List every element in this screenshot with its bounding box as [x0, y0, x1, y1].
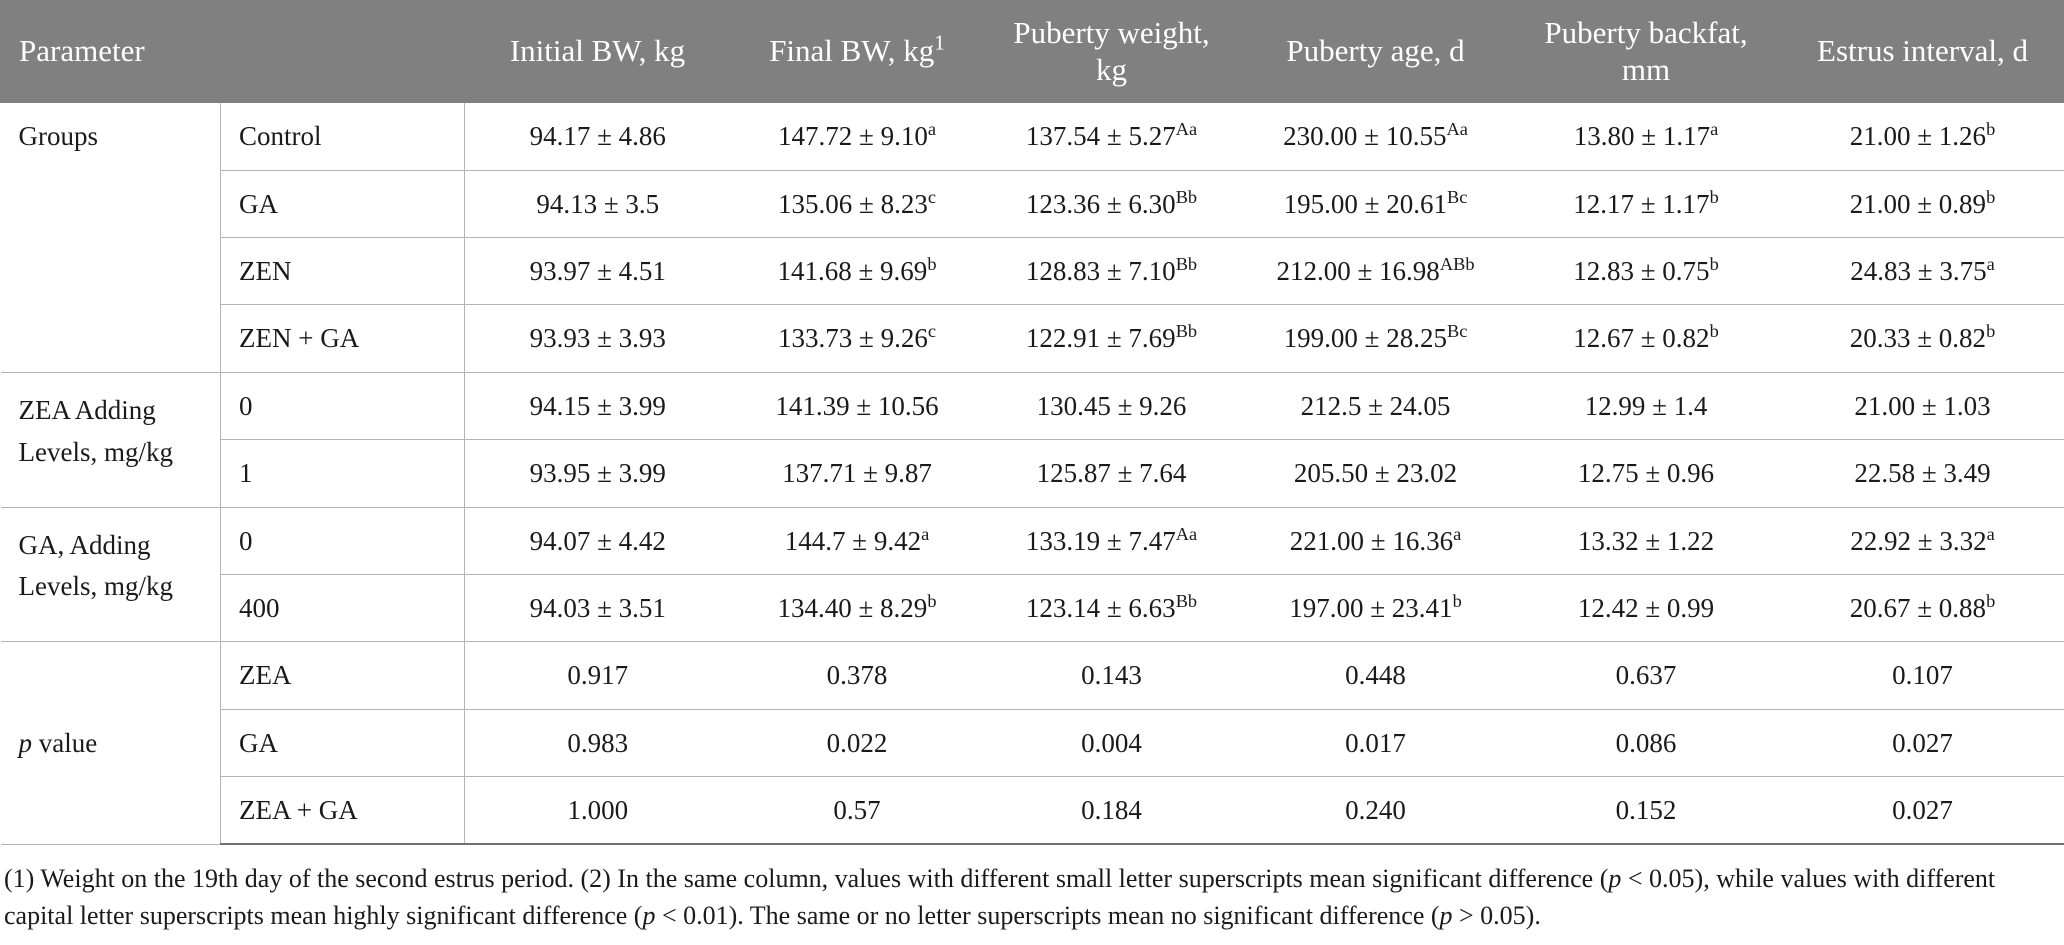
footnote-p-2: p	[642, 901, 655, 930]
table-row	[1, 372, 2064, 439]
column-header-puberty-backfat: Puberty backfat, mm	[1512, 1, 1781, 103]
cell-text: 133.73 ± 9.26	[778, 323, 928, 353]
cell-value	[1240, 372, 1512, 439]
footnote-part-1: (1) Weight on the 19th day of the second estrus period. (2) In the same column, values with different small letter superscripts mean significant difference (	[4, 864, 1608, 893]
cell-superscript: b	[1986, 591, 1995, 611]
cell-superscript: Aa	[1176, 119, 1197, 139]
section-label-zea-adding-levels	[1, 372, 221, 507]
cell-value	[1240, 237, 1512, 304]
cell-value	[1512, 372, 1781, 439]
cell-text: 128.83 ± 7.10	[1026, 256, 1176, 286]
cell-text: 94.15 ± 3.99	[530, 391, 666, 421]
table-row	[1, 777, 2064, 845]
table-row	[1, 642, 2064, 709]
table-body	[1, 103, 2064, 845]
cell-text: 221.00 ± 16.36	[1290, 526, 1453, 556]
cell-value: 0.57	[731, 777, 984, 845]
cell-value	[1781, 305, 2064, 372]
row-label: 0	[221, 372, 465, 439]
cell-value	[465, 305, 731, 372]
cell-superscript: Bb	[1176, 321, 1197, 341]
cell-value	[465, 574, 731, 641]
table-row	[1, 709, 2064, 776]
cell-value	[1512, 574, 1781, 641]
table-row	[1, 305, 2064, 372]
cell-value: 0.240	[1240, 777, 1512, 845]
cell-value	[731, 372, 984, 439]
section-label-ga-adding-levels	[1, 507, 221, 642]
cell-value	[1781, 507, 2064, 574]
column-header-puberty-weight: Puberty weight, kg	[984, 1, 1240, 103]
cell-text: 212.5 ± 24.05	[1301, 391, 1451, 421]
column-header-puberty-age: Puberty age, d	[1240, 1, 1512, 103]
cell-superscript: Aa	[1176, 524, 1197, 544]
cell-text: 21.00 ± 1.26	[1850, 121, 1986, 151]
cell-text: 130.45 ± 9.26	[1037, 391, 1187, 421]
row-label: GA	[221, 709, 465, 776]
cell-value: 0.184	[984, 777, 1240, 845]
row-label: ZEA + GA	[221, 777, 465, 845]
cell-value: 0.917	[465, 642, 731, 709]
footnote-p-3: p	[1440, 901, 1453, 930]
cell-superscript: Bb	[1176, 187, 1197, 207]
cell-text: 125.87 ± 7.64	[1037, 458, 1187, 488]
cell-text: 94.03 ± 3.51	[530, 593, 666, 623]
cell-value	[1240, 440, 1512, 507]
cell-text: 135.06 ± 8.23	[778, 189, 928, 219]
cell-value: 0.027	[1781, 777, 2064, 845]
cell-value	[984, 507, 1240, 574]
cell-value	[731, 507, 984, 574]
table-row	[1, 103, 2064, 170]
row-label: 1	[221, 440, 465, 507]
table-header	[1, 1, 2064, 103]
cell-value: 0.107	[1781, 642, 2064, 709]
cell-text: 230.00 ± 10.55	[1283, 121, 1446, 151]
cell-text: 199.00 ± 28.25	[1284, 323, 1447, 353]
cell-text: 13.80 ± 1.17	[1574, 121, 1710, 151]
cell-value	[1781, 574, 2064, 641]
cell-text: 21.00 ± 0.89	[1850, 189, 1986, 219]
cell-value	[731, 574, 984, 641]
cell-value	[984, 372, 1240, 439]
cell-text: 122.91 ± 7.69	[1026, 323, 1176, 353]
cell-superscript: b	[1453, 591, 1462, 611]
row-label: ZEA	[221, 642, 465, 709]
section-label-line-1: ZEA Adding	[19, 390, 213, 432]
column-header-estrus-interval: Estrus interval, d	[1781, 1, 2064, 103]
table-row	[1, 574, 2064, 641]
cell-text: 123.36 ± 6.30	[1026, 189, 1176, 219]
cell-value	[1240, 305, 1512, 372]
cell-text: 94.07 ± 4.42	[530, 526, 666, 556]
cell-superscript: a	[1987, 254, 1995, 274]
cell-value: 0.027	[1781, 709, 2064, 776]
cell-text: 12.75 ± 0.96	[1578, 458, 1714, 488]
cell-text: 144.7 ± 9.42	[785, 526, 921, 556]
cell-text: 13.32 ± 1.22	[1578, 526, 1714, 556]
cell-superscript: a	[1453, 524, 1461, 544]
cell-value	[465, 170, 731, 237]
cell-text: 12.17 ± 1.17	[1573, 189, 1709, 219]
cell-text: 134.40 ± 8.29	[777, 593, 927, 623]
cell-superscript: Bc	[1447, 187, 1467, 207]
row-label: ZEN + GA	[221, 305, 465, 372]
cell-value	[1240, 507, 1512, 574]
footnote-part-3: < 0.01). The same or no letter superscripts mean no significant difference (	[655, 901, 1439, 930]
table-row	[1, 507, 2064, 574]
cell-value	[1512, 237, 1781, 304]
column-header-initial-bw: Initial BW, kg	[465, 1, 731, 103]
cell-value	[1240, 103, 1512, 170]
cell-value: 1.000	[465, 777, 731, 845]
cell-value	[465, 507, 731, 574]
column-header-parameter: Parameter	[1, 1, 465, 103]
cell-text: 93.93 ± 3.93	[530, 323, 666, 353]
cell-value	[1781, 103, 2064, 170]
cell-text: 93.95 ± 3.99	[530, 458, 666, 488]
cell-superscript: b	[1710, 254, 1719, 274]
cell-superscript: b	[1710, 321, 1719, 341]
cell-text: 133.19 ± 7.47	[1026, 526, 1176, 556]
cell-value	[984, 305, 1240, 372]
cell-value	[465, 237, 731, 304]
cell-value	[984, 237, 1240, 304]
cell-value	[1512, 170, 1781, 237]
cell-value	[731, 440, 984, 507]
cell-superscript: Bc	[1447, 321, 1467, 341]
cell-value	[731, 170, 984, 237]
cell-superscript: Bb	[1176, 254, 1197, 274]
cell-text: 94.13 ± 3.5	[536, 189, 659, 219]
cell-text: 205.50 ± 23.02	[1294, 458, 1457, 488]
cell-value	[1512, 507, 1781, 574]
cell-text: 197.00 ± 23.41	[1289, 593, 1452, 623]
cell-value	[984, 103, 1240, 170]
cell-value	[984, 440, 1240, 507]
cell-text: 22.58 ± 3.49	[1854, 458, 1990, 488]
cell-text: 12.83 ± 0.75	[1573, 256, 1709, 286]
cell-text: 195.00 ± 20.61	[1284, 189, 1447, 219]
table-row	[1, 440, 2064, 507]
cell-value	[465, 103, 731, 170]
cell-superscript: Bb	[1176, 591, 1197, 611]
cell-superscript: b	[927, 254, 936, 274]
cell-value	[1240, 574, 1512, 641]
table-row	[1, 237, 2064, 304]
cell-text: 12.42 ± 0.99	[1578, 593, 1714, 623]
cell-text: 137.54 ± 5.27	[1026, 121, 1176, 151]
table-header-row	[1, 1, 2064, 103]
cell-superscript: b	[1710, 187, 1719, 207]
section-label-line-2: Levels, mg/kg	[19, 432, 213, 474]
cell-superscript: b	[1986, 321, 1995, 341]
row-label: ZEN	[221, 237, 465, 304]
cell-value: 0.152	[1512, 777, 1781, 845]
cell-text: 12.99 ± 1.4	[1585, 391, 1708, 421]
table-row	[1, 170, 2064, 237]
column-header-final-bw-superscript: 1	[934, 31, 945, 55]
cell-value	[1512, 305, 1781, 372]
cell-superscript: a	[921, 524, 929, 544]
cell-value: 0.143	[984, 642, 1240, 709]
cell-text: 141.68 ± 9.69	[777, 256, 927, 286]
footnote-p-1: p	[1608, 864, 1621, 893]
cell-value	[1781, 372, 2064, 439]
cell-superscript: a	[1987, 524, 1995, 544]
cell-superscript: c	[928, 187, 936, 207]
cell-value	[1512, 440, 1781, 507]
cell-value: 0.448	[1240, 642, 1512, 709]
cell-value	[1512, 103, 1781, 170]
cell-value	[984, 574, 1240, 641]
cell-text: 21.00 ± 1.03	[1854, 391, 1990, 421]
cell-superscript: ABb	[1440, 254, 1475, 274]
cell-value	[731, 305, 984, 372]
cell-text: 212.00 ± 16.98	[1276, 256, 1439, 286]
cell-text: 123.14 ± 6.63	[1026, 593, 1176, 623]
footnote-part-2: < 0.05), while values with different capital letter superscripts mean highly significant difference (	[4, 864, 1995, 930]
cell-value	[731, 103, 984, 170]
cell-superscript: a	[928, 119, 936, 139]
column-header-final-bw	[731, 1, 984, 103]
cell-value: 0.983	[465, 709, 731, 776]
cell-value: 0.017	[1240, 709, 1512, 776]
column-header-final-bw-label: Final BW, kg	[769, 33, 934, 68]
cell-superscript: a	[1710, 119, 1718, 139]
table-footnote	[0, 845, 2064, 945]
cell-value	[1781, 237, 2064, 304]
cell-value	[984, 170, 1240, 237]
section-label-line-2: Levels, mg/kg	[19, 566, 213, 608]
section-label-p-value: p value	[1, 642, 221, 845]
cell-value	[465, 372, 731, 439]
cell-text: 93.97 ± 4.51	[530, 256, 666, 286]
cell-text: 24.83 ± 3.75	[1850, 256, 1986, 286]
cell-superscript: b	[1986, 119, 1995, 139]
cell-text: 20.67 ± 0.88	[1850, 593, 1986, 623]
cell-value: 0.086	[1512, 709, 1781, 776]
cell-value: 0.022	[731, 709, 984, 776]
cell-value	[465, 440, 731, 507]
cell-value	[1240, 170, 1512, 237]
cell-superscript: b	[1986, 187, 1995, 207]
cell-value	[1781, 440, 2064, 507]
cell-text: 22.92 ± 3.32	[1850, 526, 1986, 556]
row-label: 0	[221, 507, 465, 574]
cell-text: 141.39 ± 10.56	[775, 391, 938, 421]
cell-text: 20.33 ± 0.82	[1850, 323, 1986, 353]
cell-text: 137.71 ± 9.87	[782, 458, 932, 488]
cell-value: 0.637	[1512, 642, 1781, 709]
row-label: 400	[221, 574, 465, 641]
cell-superscript: c	[928, 321, 936, 341]
p-italic: p	[19, 728, 33, 758]
cell-value: 0.378	[731, 642, 984, 709]
cell-text: 12.67 ± 0.82	[1573, 323, 1709, 353]
cell-superscript: b	[927, 591, 936, 611]
cell-value	[731, 237, 984, 304]
cell-value	[1781, 170, 2064, 237]
section-label-groups: Groups	[1, 103, 221, 373]
row-label: Control	[221, 103, 465, 170]
cell-text: 94.17 ± 4.86	[530, 121, 666, 151]
section-label-line-1: GA, Adding	[19, 525, 213, 567]
row-label: GA	[221, 170, 465, 237]
cell-superscript: Aa	[1446, 119, 1467, 139]
cell-text: 147.72 ± 9.10	[778, 121, 928, 151]
cell-value: 0.004	[984, 709, 1240, 776]
footnote-part-4: > 0.05).	[1453, 901, 1541, 930]
